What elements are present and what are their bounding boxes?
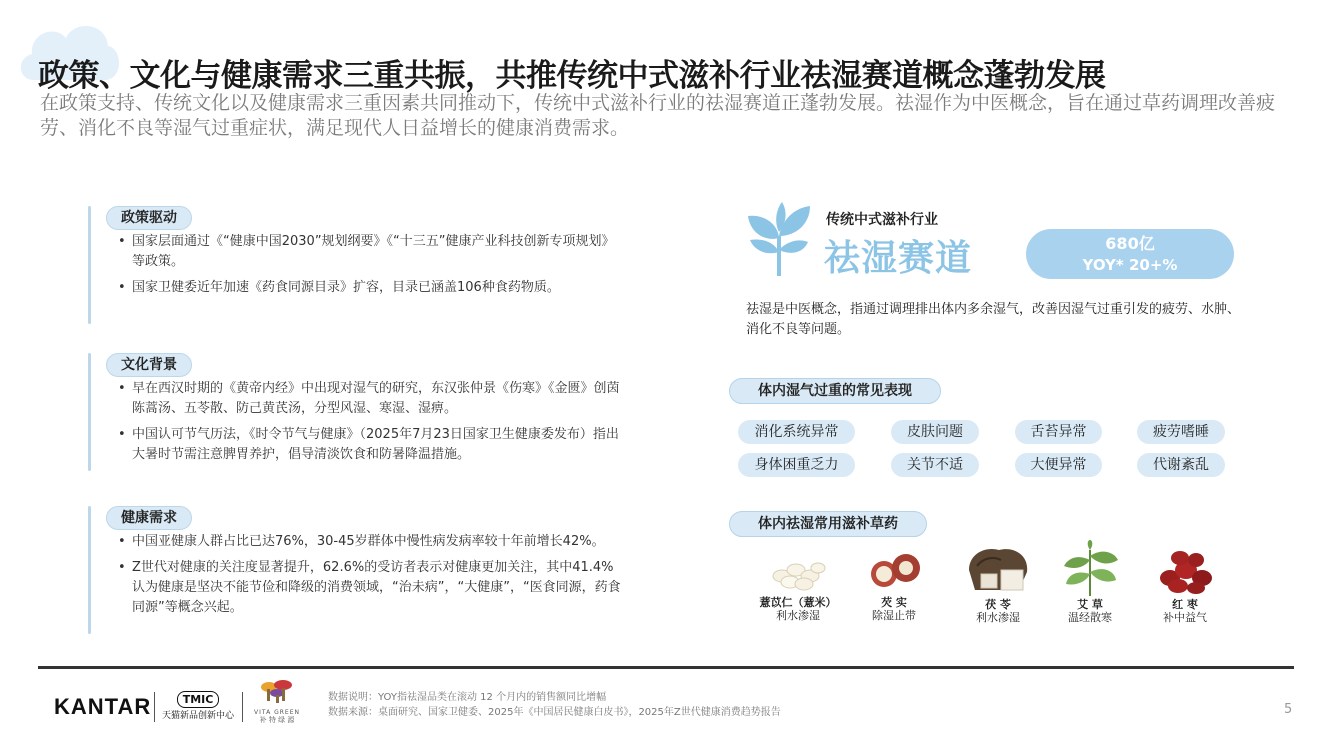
section-tag: 文化背景 <box>106 353 192 377</box>
yoy-growth-value: YOY* 20+% <box>1082 256 1178 274</box>
sprout-leaf-icon <box>746 202 812 276</box>
footer-divider <box>38 666 1294 669</box>
vita-green-logo <box>254 679 300 724</box>
track-description: 祛湿是中医概念，指通过调理排出体内多余湿气，改善因湿气过重引发的疲劳、水肿、消化不良等问题。 <box>746 302 1241 337</box>
kantar-logo: KANTAR <box>54 694 152 719</box>
section-divider <box>88 506 91 634</box>
herb-effect: 补中益气 <box>1163 611 1207 624</box>
section-tag: 政策驱动 <box>106 206 192 230</box>
data-source: 数据来源：桌面研究、国家卫健委、2025年《中国居民健康白皮书》，2025年Z世代健康消费趋势报告 <box>328 707 781 718</box>
herb-item <box>753 540 843 622</box>
tmic-logo-mark: TMIC <box>177 691 220 708</box>
list-item: • Z世代对健康的关注度显著提升，62.6%的受访者表示对健康更加关注，其中41.4%认为健康是坚决不能节俭和降级的消费领域，“治未病”，“大健康”，“医食同源，药食同源”等概念兴起。 <box>110 558 622 618</box>
section-culture <box>88 353 628 471</box>
list-item: • 国家层面通过《“健康中国2030”规划纲要》《“十三五”健康产业科技创新专项规划》等政策。 <box>110 232 622 272</box>
list-item: • 国家卫健委近年加速《药食同源目录》扩容，目录已涵盖106种食药物质。 <box>110 278 622 298</box>
brand-industry-label: 传统中式滋补行业 <box>826 212 938 228</box>
bullet-list <box>110 379 622 471</box>
herb-effect: 除湿止带 <box>872 609 916 622</box>
symptom-badge: 代谢紊乱 <box>1137 453 1225 477</box>
list-item: • 中国认可节气历法，《时令节气与健康》（2025年7月23日国家卫生健康委发布）指出大暑时节需注意脾胃养护，倡导清淡饮食和防暑降温措施。 <box>110 425 622 465</box>
herbs-title: 体内祛湿常用滋补草药 <box>729 511 927 537</box>
herb-effect: 温经散寒 <box>1068 611 1112 624</box>
bullet-list <box>110 532 622 624</box>
herb-name: 茯 苓 <box>985 598 1011 611</box>
brand-track-name: 祛湿赛道 <box>824 238 973 279</box>
page-subtitle: 在政策支持、传统文化以及健康需求三重因素共同推动下，传统中式滋补行业的祛湿赛道正蓬勃发展。祛湿作为中医概念，旨在通过草药调理改善疲劳、消化不良等湿气过重症状，满足现代人日益增长的健康消费需求。 <box>40 92 1276 139</box>
vita-green-en: VITA GREEN <box>254 709 300 716</box>
herb-effect: 利水渗湿 <box>776 609 820 622</box>
list-item: • 中国亚健康人群占比已达76%，30-45岁群体中慢性病发病率较十年前增长42%。 <box>110 532 622 552</box>
market-size-value: 680亿 <box>1105 234 1155 253</box>
symptom-badge: 皮肤问题 <box>891 420 979 444</box>
symptoms-title: 体内湿气过重的常见表现 <box>729 378 941 404</box>
symptom-badge: 大便异常 <box>1015 453 1102 477</box>
red-date-icon <box>1150 540 1220 596</box>
bullet-list <box>110 232 622 304</box>
poria-icon <box>963 540 1033 596</box>
herb-item <box>953 540 1043 624</box>
mushroom-logo-icon <box>255 679 299 705</box>
symptom-badge: 消化系统异常 <box>738 420 855 444</box>
footnotes <box>328 690 781 720</box>
herb-item <box>1140 540 1230 624</box>
symptom-badge: 舌苔异常 <box>1015 420 1102 444</box>
symptom-badge: 身体困重乏力 <box>738 453 855 477</box>
herb-item <box>849 540 939 622</box>
section-policy <box>88 206 628 324</box>
symptom-badge: 关节不适 <box>891 453 979 477</box>
symptom-badge: 疲劳嗜睡 <box>1137 420 1225 444</box>
herb-name: 红 枣 <box>1172 598 1198 611</box>
logo-separator <box>242 692 243 722</box>
herb-name: 艾 草 <box>1077 598 1103 611</box>
coix-seed-icon <box>766 540 830 594</box>
page-number: 5 <box>1284 702 1293 717</box>
mugwort-icon <box>1058 540 1122 596</box>
section-tag: 健康需求 <box>106 506 192 530</box>
tmic-logo <box>162 688 234 722</box>
herb-name: 芡 实 <box>881 596 907 609</box>
logo-separator <box>154 692 155 722</box>
section-divider <box>88 353 91 471</box>
vita-green-cn: 补 特 绿 源 <box>259 716 295 724</box>
data-note: 数据说明：YOY指祛湿品类在滚动 12 个月内的销售额同比增幅 <box>328 692 607 703</box>
tmic-caption: 天猫新品创新中心 <box>162 711 235 721</box>
euryale-seed-icon <box>862 540 926 594</box>
herb-name: 薏苡仁（薏米） <box>759 596 837 609</box>
page-title: 政策、文化与健康需求三重共振，共推传统中式滋补行业祛湿赛道概念蓬勃发展 <box>38 58 1106 94</box>
section-divider <box>88 206 91 324</box>
herb-item <box>1045 540 1135 624</box>
list-item: • 早在西汉时期的《黄帝内经》中出现对湿气的研究，东汉张仲景《伤寒》《金匮》创茵陈蒿汤、五苓散、防己黄芪汤，分型风湿、寒湿、湿痹。 <box>110 379 622 419</box>
section-health <box>88 506 628 634</box>
herb-effect: 利水渗湿 <box>976 611 1020 624</box>
market-size-badge <box>1026 229 1234 279</box>
